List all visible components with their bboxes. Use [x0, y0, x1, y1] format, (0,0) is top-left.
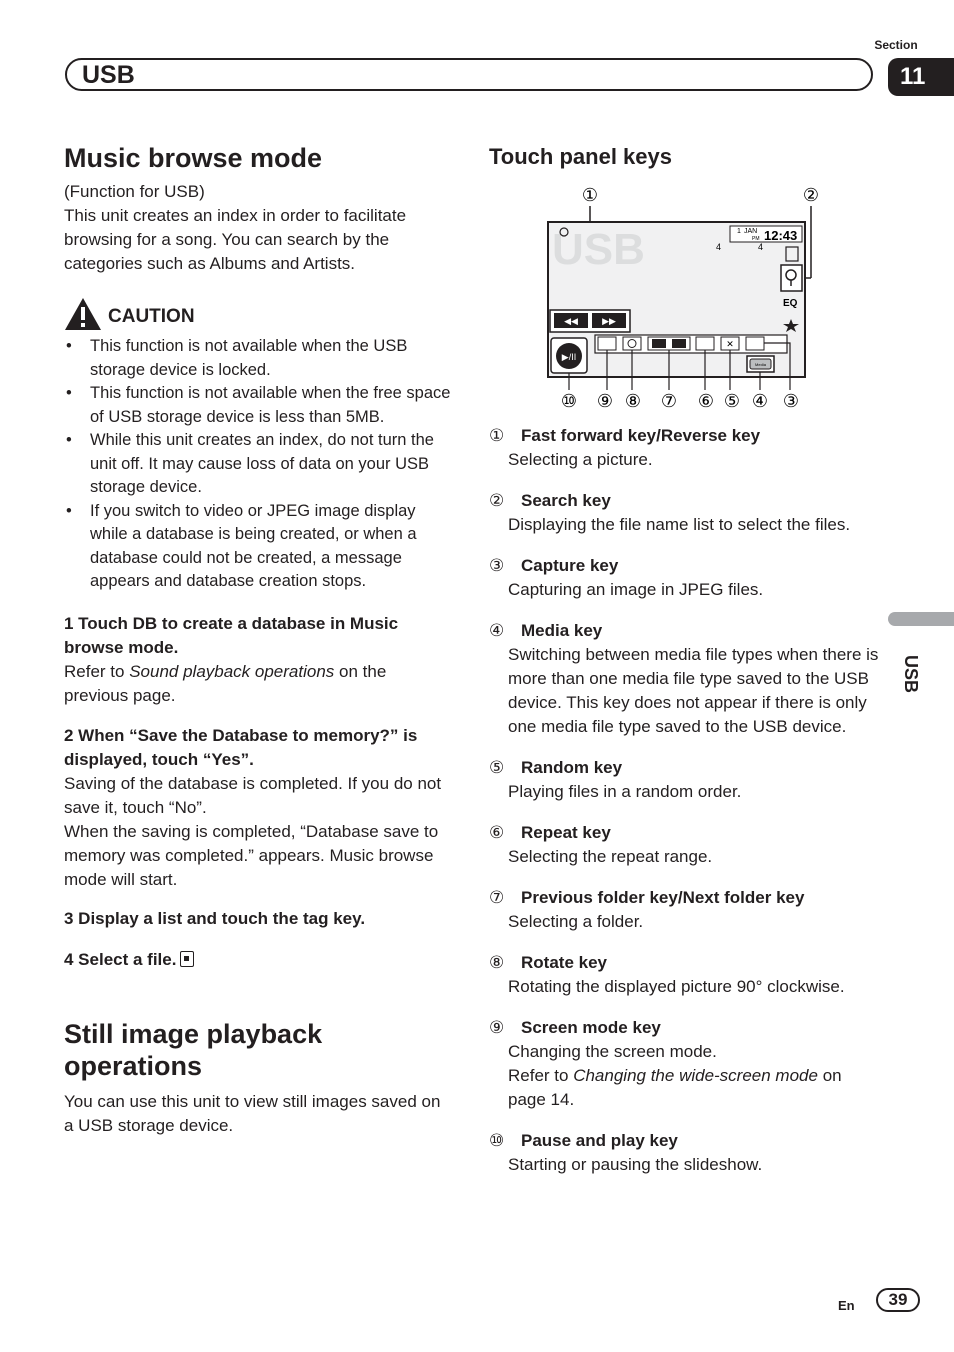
svg-text:▶▶: ▶▶ [602, 316, 616, 326]
caution-item: • While this unit creates an index, do not turn the unit off. It may cause loss of data on your USB storage device. [64, 429, 454, 500]
step-2-desc-2: When the saving is completed, “Database save to memory was completed.” appears. Music browse mode will start. [64, 822, 439, 889]
clock-month: JAN [744, 228, 758, 235]
svg-text:▶/II: ▶/II [561, 352, 577, 362]
step-2-desc-1: Saving of the database is completed. If you do not save it, touch “No”. [64, 774, 442, 817]
count-a: 4 [716, 242, 722, 252]
callout-7: ⑦ [660, 391, 678, 411]
caution-item: • This function is not available when the USB storage device is locked. [64, 335, 454, 382]
still-image-title: Still image playback operations [64, 1019, 323, 1081]
step-1-link: Sound playback operations [129, 662, 335, 681]
step-3 [64, 907, 454, 931]
caution-item: • This function is not available when the free space of USB storage device is less than 5MB. [64, 382, 454, 429]
step-2 [64, 724, 454, 892]
caution-title: CAUTION [108, 306, 195, 327]
header-title: USB [82, 61, 135, 89]
still-image-intro: You can use this unit to view still images saved on a USB storage device. [64, 1092, 441, 1135]
key-item: ⑨ Screen mode key Changing the screen mode. Refer to Changing the wide-screen mode on page 14. [489, 1018, 842, 1109]
svg-text:◀◀: ◀◀ [564, 316, 578, 326]
count-b: 4 [758, 242, 764, 252]
caution-item: • If you switch to video or JPEG image display while a database is being created, or when a database could not be created, a message appears and database creation stops. [64, 500, 454, 594]
touch-panel-section [489, 144, 879, 170]
section-label: Section [874, 38, 918, 52]
music-browse-title: Music browse mode [64, 143, 323, 173]
callout-4: ④ [751, 391, 769, 411]
clock-day: 1 [737, 228, 741, 235]
key-item: ⑤ Random key Playing files in a random order. [489, 758, 742, 801]
page-number: 39 [876, 1288, 920, 1312]
music-browse-section [64, 142, 454, 276]
caution-list [64, 335, 454, 594]
touch-panel-diagram [540, 180, 840, 415]
end-mark-icon [180, 951, 194, 967]
footer-language: En [838, 1298, 855, 1313]
music-browse-intro: This unit creates an index in order to facilitate browsing for a song. You can search by the categories such as Albums and Artists. [64, 206, 407, 273]
step-4 [64, 948, 454, 972]
key-item: ⑧ Rotate key Rotating the displayed picture 90° clockwise. [489, 953, 845, 996]
screen-mode-key[interactable] [598, 337, 616, 350]
section-number: 11 [888, 58, 954, 96]
rotate-key[interactable] [623, 337, 641, 350]
step-1 [64, 612, 454, 708]
side-tab [888, 612, 954, 626]
callout-3: ③ [782, 391, 800, 411]
side-tab-label: USB [901, 655, 921, 694]
key-item: ⑥ Repeat key Selecting the repeat range. [489, 823, 713, 866]
key-item: ③ Capture key Capturing an image in JPEG files. [489, 556, 764, 599]
function-note: (Function for USB) [64, 182, 205, 201]
search-key[interactable] [781, 265, 802, 291]
caution-header [64, 297, 454, 331]
step-1-desc: Refer to Sound playback operations on the previous page. [64, 662, 387, 705]
step-4-title: 4 Select a file. [64, 950, 177, 969]
callout-1: ① [581, 185, 599, 205]
svg-text:✕: ✕ [726, 339, 734, 349]
key-item: ① Fast forward key/Reverse key Selecting a picture. [489, 426, 761, 469]
step-1-title: 1 Touch DB to create a database in Music browse mode. [64, 614, 399, 657]
touch-panel-title: Touch panel keys [489, 144, 672, 169]
media-key[interactable]: Media [755, 362, 766, 367]
key-item: ⑦ Previous folder key/Next folder key Selecting a folder. [489, 888, 805, 931]
key-item: ⑩ Pause and play key Starting or pausing the slideshow. [489, 1131, 763, 1174]
callout-2: ② [802, 185, 820, 205]
callout-8: ⑧ [624, 391, 642, 411]
screen-source-label: USB [552, 225, 645, 274]
step-3-title: 3 Display a list and touch the tag key. [64, 909, 366, 928]
still-image-section [64, 1018, 454, 1138]
caution-block [64, 297, 454, 594]
repeat-key[interactable] [696, 337, 714, 350]
callout-10: ⑩ [560, 391, 578, 411]
key-item: ② Search key Displaying the file name list to select the files. [489, 491, 851, 534]
clock-ampm: PM [752, 236, 760, 242]
header-bar [65, 58, 873, 91]
eq-label[interactable]: EQ [783, 298, 798, 309]
capture-key[interactable] [746, 337, 764, 350]
callout-6: ⑥ [697, 391, 715, 411]
callout-5: ⑤ [723, 391, 741, 411]
warning-icon [64, 297, 102, 331]
key-list [489, 424, 879, 1194]
wide-screen-link: Changing the wide-screen mode [573, 1066, 818, 1085]
callout-9: ⑨ [596, 391, 614, 411]
step-2-title: 2 When “Save the Database to memory?” is displayed, touch “Yes”. [64, 726, 418, 769]
clock-time: 12:43 [764, 228, 798, 243]
key-item: ④ Media key Switching between media file types when there is more than one media file type saved to the USB device. This key does not appear if there is only one media file type saved to the USB device. [489, 621, 879, 736]
